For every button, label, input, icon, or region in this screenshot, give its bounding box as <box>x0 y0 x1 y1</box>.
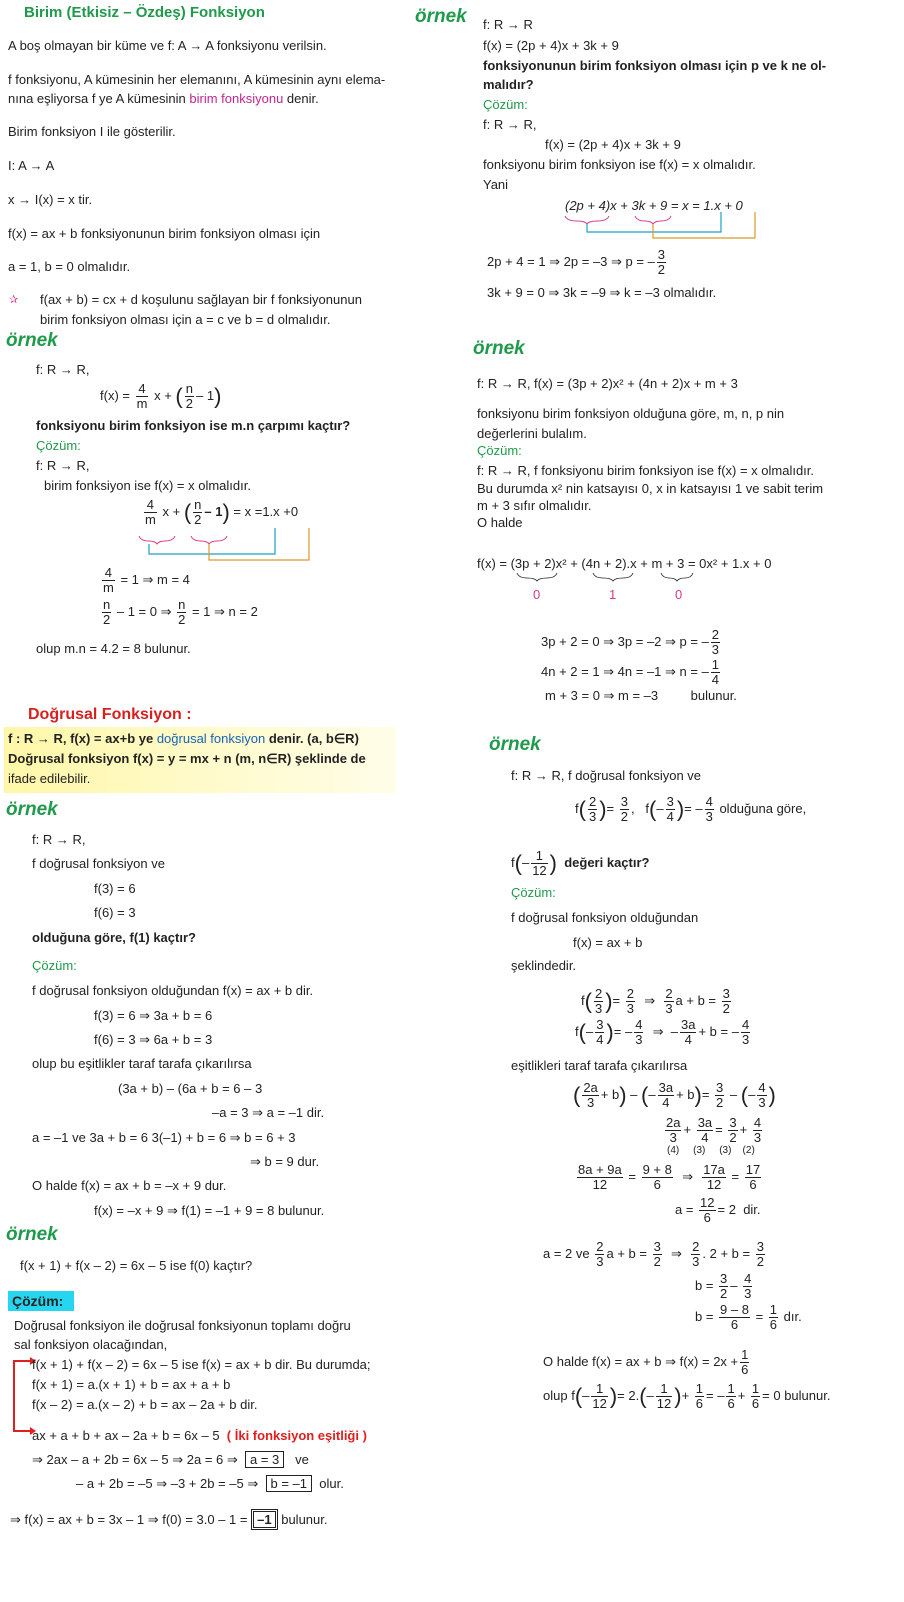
coef-zero: 0 <box>533 587 541 602</box>
text-line: f: R → R, f fonksiyonu birim fonksiyon ise f(x) = x olmalıdır. <box>477 463 815 478</box>
question: olduğuna göre, f(1) kaçtır? <box>32 930 196 945</box>
star-icon: ✰ <box>9 294 19 306</box>
question: malıdır? <box>483 77 534 92</box>
text-line: şeklindedir. <box>511 958 577 973</box>
final-equation: olup f(– $\frac{1}{12}$ )= 2.(– $\frac{1}{12}$ )+ $\frac{1}{6}$ = – $\frac{1}{6}$ + $\frac{1}{6}$ = 0 bulunur. <box>543 1381 831 1411</box>
text-line: f(6) = 3 <box>94 905 136 920</box>
text-line: f: R → R, f doğrusal fonksiyon ve <box>511 768 702 783</box>
text-line: a = 1, b = 0 olmalıdır. <box>8 259 131 274</box>
result-line: 2p + 4 = 1 ⇒ 2p = –3 ⇒ p = – $\frac{3}{2}$ <box>487 247 666 277</box>
definition-line: f : R → R, f(x) = ax+b ye doğrusal fonksiyon denir. (a, b∈R) <box>8 731 359 746</box>
equation: a = $\frac{12}{6}$ = 2 dir. <box>675 1195 761 1225</box>
brace-underlines <box>517 572 697 586</box>
formula-fx: f(x) = $\frac{4}{m}$ x + ( $\frac{n}{2}$ – 1) <box>100 381 222 411</box>
text-line: f: R → R, <box>483 117 537 132</box>
text-line: f(x) = –x + 9 ⇒ f(1) = –1 + 9 = 8 bulunur. <box>94 1203 325 1218</box>
equation: $\frac{2a}{3}$ + $\frac{3a}{4}$ = $\frac{3}{2}$ + $\frac{4}{3}$ <box>666 1115 762 1145</box>
coef-one: 1 <box>609 587 617 602</box>
equation: O halde f(x) = ax + b ⇒ f(x) = 2x + $\frac{1}{6}$ <box>543 1347 749 1377</box>
equation: ( $\frac{2a}{3}$ + b) – (– $\frac{3a}{4}$ + b)= $\frac{3}{2}$ – (– $\frac{4}{3}$ ) <box>573 1080 776 1110</box>
text-line: – a + 2b = –5 ⇒ –3 + 2b = –5 ⇒ b = –1 olur. <box>76 1476 344 1491</box>
example-label: örnek <box>6 799 58 820</box>
example-label: örnek <box>6 330 58 351</box>
text-line: f(6) = 3 ⇒ 6a + b = 3 <box>94 1032 213 1047</box>
text-line: A boş olmayan bir küme ve f: A → A fonksiyonu verilsin. <box>8 38 327 53</box>
equation: b = $\frac{3}{2}$ – $\frac{4}{3}$ <box>695 1271 752 1301</box>
text-line: O halde f(x) = ax + b = –x + 9 dur. <box>32 1178 227 1193</box>
question: f: R → R, f(x) = (3p + 2)x² + (4n + 2)x + m + 3 <box>477 376 738 391</box>
text-line: f(x) = (2p + 4)x + 3k + 9 <box>545 137 681 152</box>
cozum-label: Çözüm: <box>483 97 528 112</box>
text-line: f(x + 1) + f(x – 2) = 6x – 5 ise f(x) = ax + b dir. Bu durumda; <box>32 1357 371 1372</box>
text-line: f(x – 2) = a.(x – 2) + b = ax – 2a + b dir. <box>32 1397 258 1412</box>
text-line: değerlerini bulalım. <box>477 426 587 441</box>
right-column <box>415 0 895 1602</box>
result-line: 3p + 2 = 0 ⇒ 3p = –2 ⇒ p = – $\frac{2}{3}$ <box>541 627 720 657</box>
equation: b = $\frac{9 - 8}{6}$ = $\frac{1}{6}$ dır. <box>695 1302 802 1332</box>
question: fonksiyonunun birim fonksiyon olması için p ve k ne ol- <box>483 58 827 73</box>
final-answer-box: –1 <box>251 1509 277 1530</box>
text-line: f(x + 1) = a.(x + 1) + b = ax + a + b <box>32 1377 231 1392</box>
text-line: (3a + b) – (6a + b = 6 – 3 <box>118 1081 263 1096</box>
text-line: a = –1 ve 3a + b = 6 3(–1) + b = 6 ⇒ b = 6 + 3 <box>32 1130 296 1145</box>
text-line: f(x) = (2p + 4)x + 3k + 9 <box>483 38 619 53</box>
text-line: ⇒ f(x) = ax + b = 3x – 1 ⇒ f(0) = 3.0 – 1 = –1 bulunur. <box>10 1512 327 1528</box>
equation: a = 2 ve $\frac{2}{3}$ a + b = $\frac{3}{2}$ ⇒ $\frac{2}{3}$ . 2 + b = $\frac{3}{2}$ <box>543 1239 764 1269</box>
text-line: Bu durumda x² nin katsayısı 0, x in katsayısı 1 ve sabit terim <box>477 481 824 496</box>
equation: (2p + 4)x + 3k + 9 = x = 1.x + 0 <box>565 198 743 213</box>
coef-zero: 0 <box>675 587 683 602</box>
boxed-result: b = –1 <box>266 1475 313 1492</box>
text-line: ax + a + b + ax – 2a + b = 6x – 5 ( İki fonksiyon eşitliği ) <box>32 1428 367 1443</box>
text-line: birim fonksiyon ise f(x) = x olmalıdır. <box>44 478 251 493</box>
text-line: x → I(x) = x tir. <box>8 192 93 207</box>
text-line: ⇒ b = 9 dur. <box>250 1154 320 1169</box>
text-line: nına eşliyorsa f ye A kümesinin birim fonksiyonu denir. <box>8 91 319 106</box>
text-line: m + 3 sıfır olmalıdır. <box>477 498 592 513</box>
text-line: olup m.n = 4.2 = 8 bulunur. <box>36 641 191 656</box>
text-line: Birim fonksiyon I ile gösterilir. <box>8 124 176 139</box>
text-line: I: A → A <box>8 158 55 173</box>
example-label: örnek <box>6 1224 58 1245</box>
cozum-label: Çözüm: <box>12 1293 64 1309</box>
result-line: $\frac{n}{2}$ – 1 = 0 ⇒ $\frac{n}{2}$ = 1 ⇒ n = 2 <box>103 597 258 627</box>
text-line: f(x) = ax + b <box>573 935 643 950</box>
question: fonksiyonu birim fonksiyon ise m.n çarpımı kaçtır? <box>36 418 351 433</box>
text-line: eşitlikleri taraf tarafa çıkarılırsa <box>511 1058 688 1073</box>
text-line: f doğrusal fonksiyon olduğundan f(x) = ax + b dir. <box>32 983 314 998</box>
equation: f( $\frac{2}{3}$ )= $\frac{2}{3}$ ⇒ $\frac{2}{3}$ a + b = $\frac{3}{2}$ <box>581 986 730 1016</box>
condition-line: f( $\frac{2}{3}$ )= $\frac{3}{2}$ , f(– $\frac{3}{4}$ )= – $\frac{4}{3}$ olduğuna göre, <box>575 794 807 824</box>
definition-line: ifade edilebilir. <box>8 771 91 786</box>
text-line: olup bu eşitlikler taraf tarafa çıkarılırsa <box>32 1056 252 1071</box>
cozum-label: Çözüm: <box>511 885 556 900</box>
equation: $\frac{4}{m}$ x + ( $\frac{n}{2}$ – 1) = x =1.x +0 <box>145 497 299 527</box>
text-line: f(3) = 6 ⇒ 3a + b = 6 <box>94 1008 213 1023</box>
bracket-lines <box>135 534 325 564</box>
result-line: m + 3 = 0 ⇒ m = –3 bulunur. <box>545 688 737 703</box>
section-title-birim: Birim (Etkisiz – Özdeş) Fonksiyon <box>24 4 265 21</box>
text-line: Doğrusal fonksiyon ile doğrusal fonksiyonun toplamı doğru <box>14 1318 351 1333</box>
text-line: birim fonksiyon olması için a = c ve b = d olmalıdır. <box>40 312 331 327</box>
bracket-lines <box>563 214 763 240</box>
equation: f(x) = (3p + 2)x² + (4n + 2).x + m + 3 = 0x² + 1.x + 0 <box>477 556 772 571</box>
equation: f(– $\frac{3}{4}$ )= – $\frac{4}{3}$ ⇒ – $\frac{3a}{4}$ + b = – $\frac{4}{3}$ <box>575 1017 750 1047</box>
text-line: f: R → R, <box>36 458 90 473</box>
text-line: f: R → R, <box>32 832 86 847</box>
example-label: örnek <box>415 6 467 27</box>
result-line: $\frac{4}{m}$ = 1 ⇒ m = 4 <box>103 565 190 595</box>
text-line: f: R → R, <box>36 362 90 377</box>
text-line: f(3) = 6 <box>94 881 136 896</box>
text-line: Yani <box>483 177 509 192</box>
term-birim-fonksiyonu: birim fonksiyonu <box>189 91 284 106</box>
text-line: f fonksiyonu, A kümesinin her elemanını, A kümesinin aynı elema- <box>8 72 386 87</box>
section-title-dogrusal: Doğrusal Fonksiyon : <box>28 706 192 723</box>
result-line: 4n + 2 = 1 ⇒ 4n = –1 ⇒ n = – $\frac{1}{4}$ <box>541 657 720 687</box>
text-line: f doğrusal fonksiyon olduğundan <box>511 910 699 925</box>
text-line: f(x) = ax + b fonksiyonunun birim fonksiyon olması için <box>8 226 321 241</box>
text-line: ⇒ 2ax – a + 2b = 6x – 5 ⇒ 2a = 6 ⇒ a = 3 ve <box>32 1452 309 1467</box>
text-line: f(ax + b) = cx + d koşulunu sağlayan bir f fonksiyonunun <box>40 292 362 307</box>
example-label: örnek <box>489 734 541 755</box>
text-line: fonksiyonu birim fonksiyon ise f(x) = x olmalıdır. <box>483 157 756 172</box>
text-line: –a = 3 ⇒ a = –1 dir. <box>212 1105 325 1120</box>
cozum-label: Çözüm: <box>36 438 81 453</box>
text-line: f: R → R <box>483 17 533 32</box>
text-line: sal fonksiyon olacağından, <box>14 1337 168 1352</box>
definition-line: Doğrusal fonksiyon f(x) = y = mx + n (m, n∈R) şeklinde de <box>8 751 366 766</box>
left-column <box>0 0 448 1602</box>
cozum-label: Çözüm: <box>32 958 77 973</box>
question: f(x + 1) + f(x – 2) = 6x – 5 ise f(0) kaçtır? <box>20 1258 253 1273</box>
question: f(– $\frac{1}{12}$ ) değeri kaçtır? <box>511 848 650 878</box>
equation: $\frac{8a + 9a}{12}$ = $\frac{9 + 8}{6}$ ⇒ $\frac{17a}{12}$ = $\frac{17}{6}$ <box>578 1162 761 1192</box>
annotation-red: ( İki fonksiyon eşitliği ) <box>226 1428 367 1443</box>
lcd-multipliers: (4) (3) (3) (2) <box>667 1145 755 1156</box>
text-line: O halde <box>477 515 523 530</box>
cozum-label: Çözüm: <box>477 443 522 458</box>
text-line: fonksiyonu birim fonksiyon olduğuna göre, m, n, p nin <box>477 406 785 421</box>
text-line: f doğrusal fonksiyon ve <box>32 856 165 871</box>
result-line: 3k + 9 = 0 ⇒ 3k = –9 ⇒ k = –3 olmalıdır. <box>487 285 717 300</box>
boxed-result: a = 3 <box>245 1451 284 1468</box>
example-label: örnek <box>473 338 525 359</box>
